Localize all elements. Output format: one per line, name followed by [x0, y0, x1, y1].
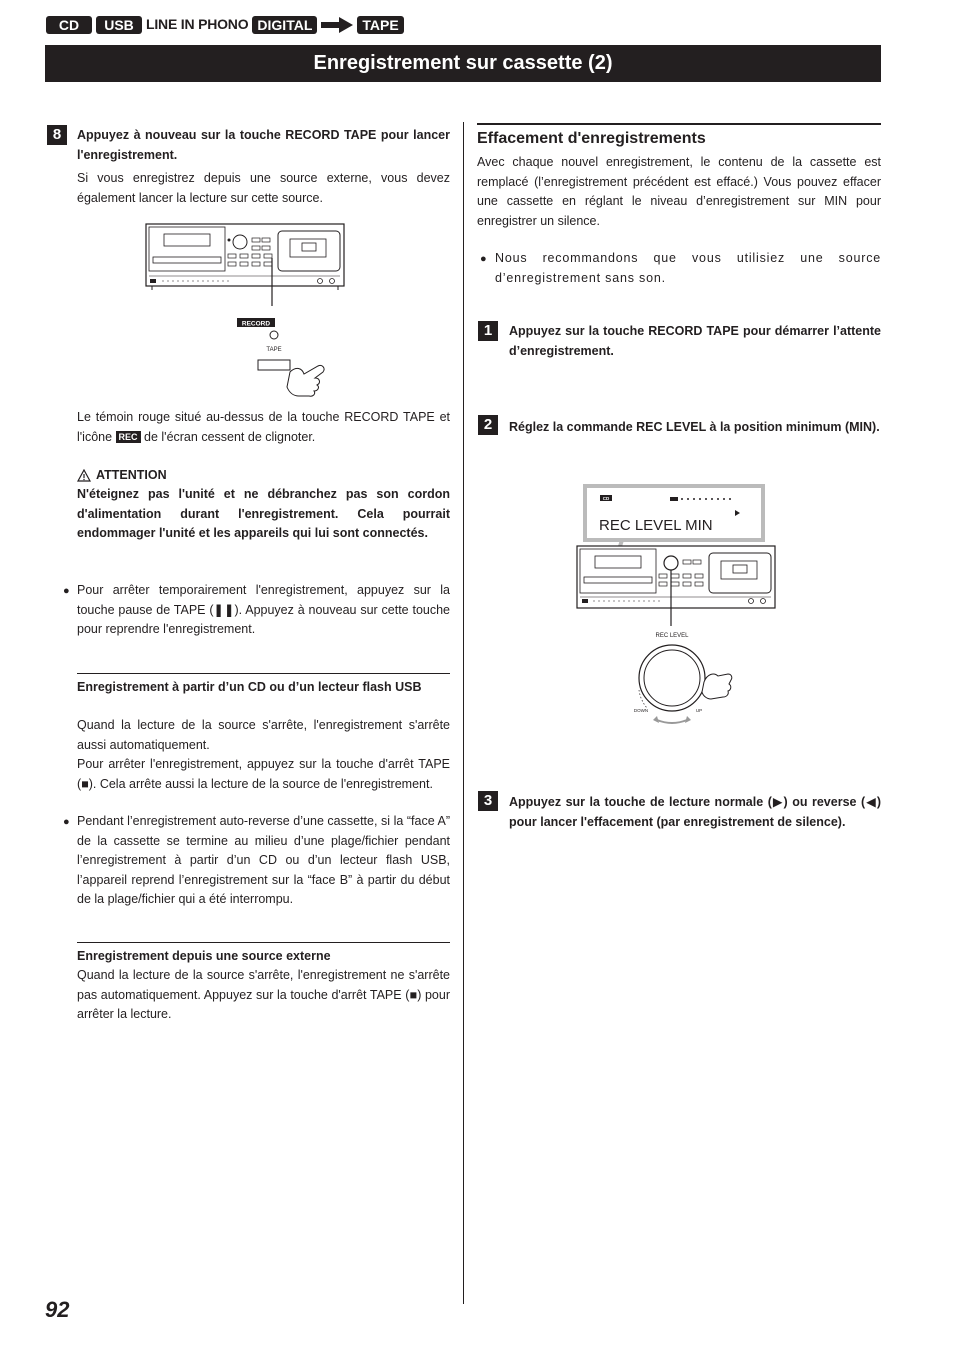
rec-level-label: REC LEVEL: [655, 633, 689, 639]
step-3-instruction: Appuyez sur la touche de lecture normale (▶) ou reverse (◀) pour lancer l'effacement (par enregistrement de silence).: [509, 795, 881, 829]
step-1-instruction: Appuyez sur la touche RECORD TAPE pour démarrer l’attente d’enregistrement.: [509, 324, 881, 358]
step-3-badge: 3: [478, 791, 498, 811]
record-label: RECORD: [241, 320, 271, 328]
arrow-right-icon: [321, 17, 353, 33]
source-tag-digital: DIGITAL: [252, 16, 317, 34]
section-cd-p1: Quand la lecture de la source s'arrête, l'enregistrement s'arrête aussi automatiquement.: [77, 718, 450, 752]
section-top-rule: [477, 123, 881, 125]
attention-label: ATTENTION: [96, 468, 167, 482]
rec-icon: REC: [116, 431, 141, 443]
erase-heading: Effacement d'enregistrements: [477, 130, 706, 147]
attention-text: N'éteignez pas l'unité et ne débranchez pas son cordon d'alimentation durant l'enregistrement. Cela pourrait endommager l'unité et les appareils qui lui sont connectés.: [77, 487, 450, 540]
bullet-dot: ●: [480, 253, 487, 265]
step-8-instruction: Appuyez à nouveau sur la touche RECORD TAPE pour lancer l'enregistrement.: [77, 128, 450, 162]
bullet-dot: ●: [63, 816, 70, 828]
tape-label: TAPE: [266, 347, 282, 353]
page-title: Enregistrement sur cassette (2): [45, 45, 881, 82]
indicator-note-part-b: de l'écran cessent de clignoter.: [144, 429, 316, 444]
source-bar: [46, 15, 404, 35]
pause-bullet-text: Pour arrêter temporairement l'enregistrement, appuyez sur la touche pause de TAPE (❚❚). Appuyez à nouveau sur cette touche pour reprendre l'enregistrement.: [77, 583, 450, 636]
section-ext-heading: Enregistrement depuis une source externe: [77, 949, 331, 963]
record-tape-illustration: [140, 218, 350, 398]
erase-intro: Avec chaque nouvel enregistrement, le contenu de la cassette est remplacé (l’enregistrement précédent est effacé.) Vous pouvez effacer une cassette en réglant le niveau d’enregistrement sur MIN pour enregistrer un silence.: [477, 155, 881, 228]
rec-level-illustration: [575, 484, 780, 734]
warning-triangle-icon: [77, 469, 91, 482]
attention-heading: [77, 466, 167, 486]
source-line-in-phono: LINE IN PHONO: [146, 16, 249, 33]
erase-bullet: Nous recommandons que vous utilisiez une source d’enregistrement sans son.: [495, 251, 881, 285]
section-divider: [77, 942, 450, 943]
step-2-instruction: Réglez la commande REC LEVEL à la position minimum (MIN).: [509, 420, 880, 434]
display-text: REC LEVEL MIN: [599, 517, 713, 534]
section-cd-heading: Enregistrement à partir d’un CD ou d’un lecteur flash USB: [77, 680, 422, 694]
up-label: UP: [695, 708, 703, 713]
step-1-badge: 1: [478, 321, 498, 341]
source-tag-cd: CD: [46, 16, 92, 34]
section-ext-p1: Quand la lecture de la source s'arrête, l'enregistrement ne s'arrête pas automatiquement. Appuyez sur la touche d'arrêt TAPE (■) pour arrêter la lecture.: [77, 968, 450, 1021]
section-divider: [77, 673, 450, 674]
step-8-badge: 8: [47, 125, 67, 145]
indicator-note: [77, 408, 450, 447]
source-tag-usb: USB: [96, 16, 142, 34]
section-cd-bullet: Pendant l’enregistrement auto-reverse d’une cassette, si la “face A” de la cassette se termine au milieu d’une plage/fichier pendant l’enregistrement à partir d’un CD ou d’un lecteur flash USB, l’appareil reprend l’enregistrement sur la “face B” à partir du début de la plage/fichier qui a été interrompu.: [77, 814, 450, 906]
source-tag-tape: TAPE: [357, 16, 403, 34]
step-8-note: Si vous enregistrez depuis une source externe, vous devez également lancer la lecture sur cette source.: [77, 171, 450, 205]
section-cd-p2: Pour arrêter l'enregistrement, appuyez sur la touche d'arrêt TAPE (■). Cela arrête aussi la lecture de la source de l'enregistrement.: [77, 757, 450, 791]
down-label: DOWN: [633, 708, 649, 713]
column-divider: [463, 122, 464, 1304]
display-cd-tag: CD: [602, 496, 610, 501]
indicator-note-part-a: Le témoin rouge situé au-dessus de la touche RECORD TAPE et l'icône: [77, 410, 450, 444]
bullet-dot: ●: [63, 585, 70, 597]
step-2-badge: 2: [478, 415, 498, 435]
page-number: 92: [45, 1297, 70, 1322]
